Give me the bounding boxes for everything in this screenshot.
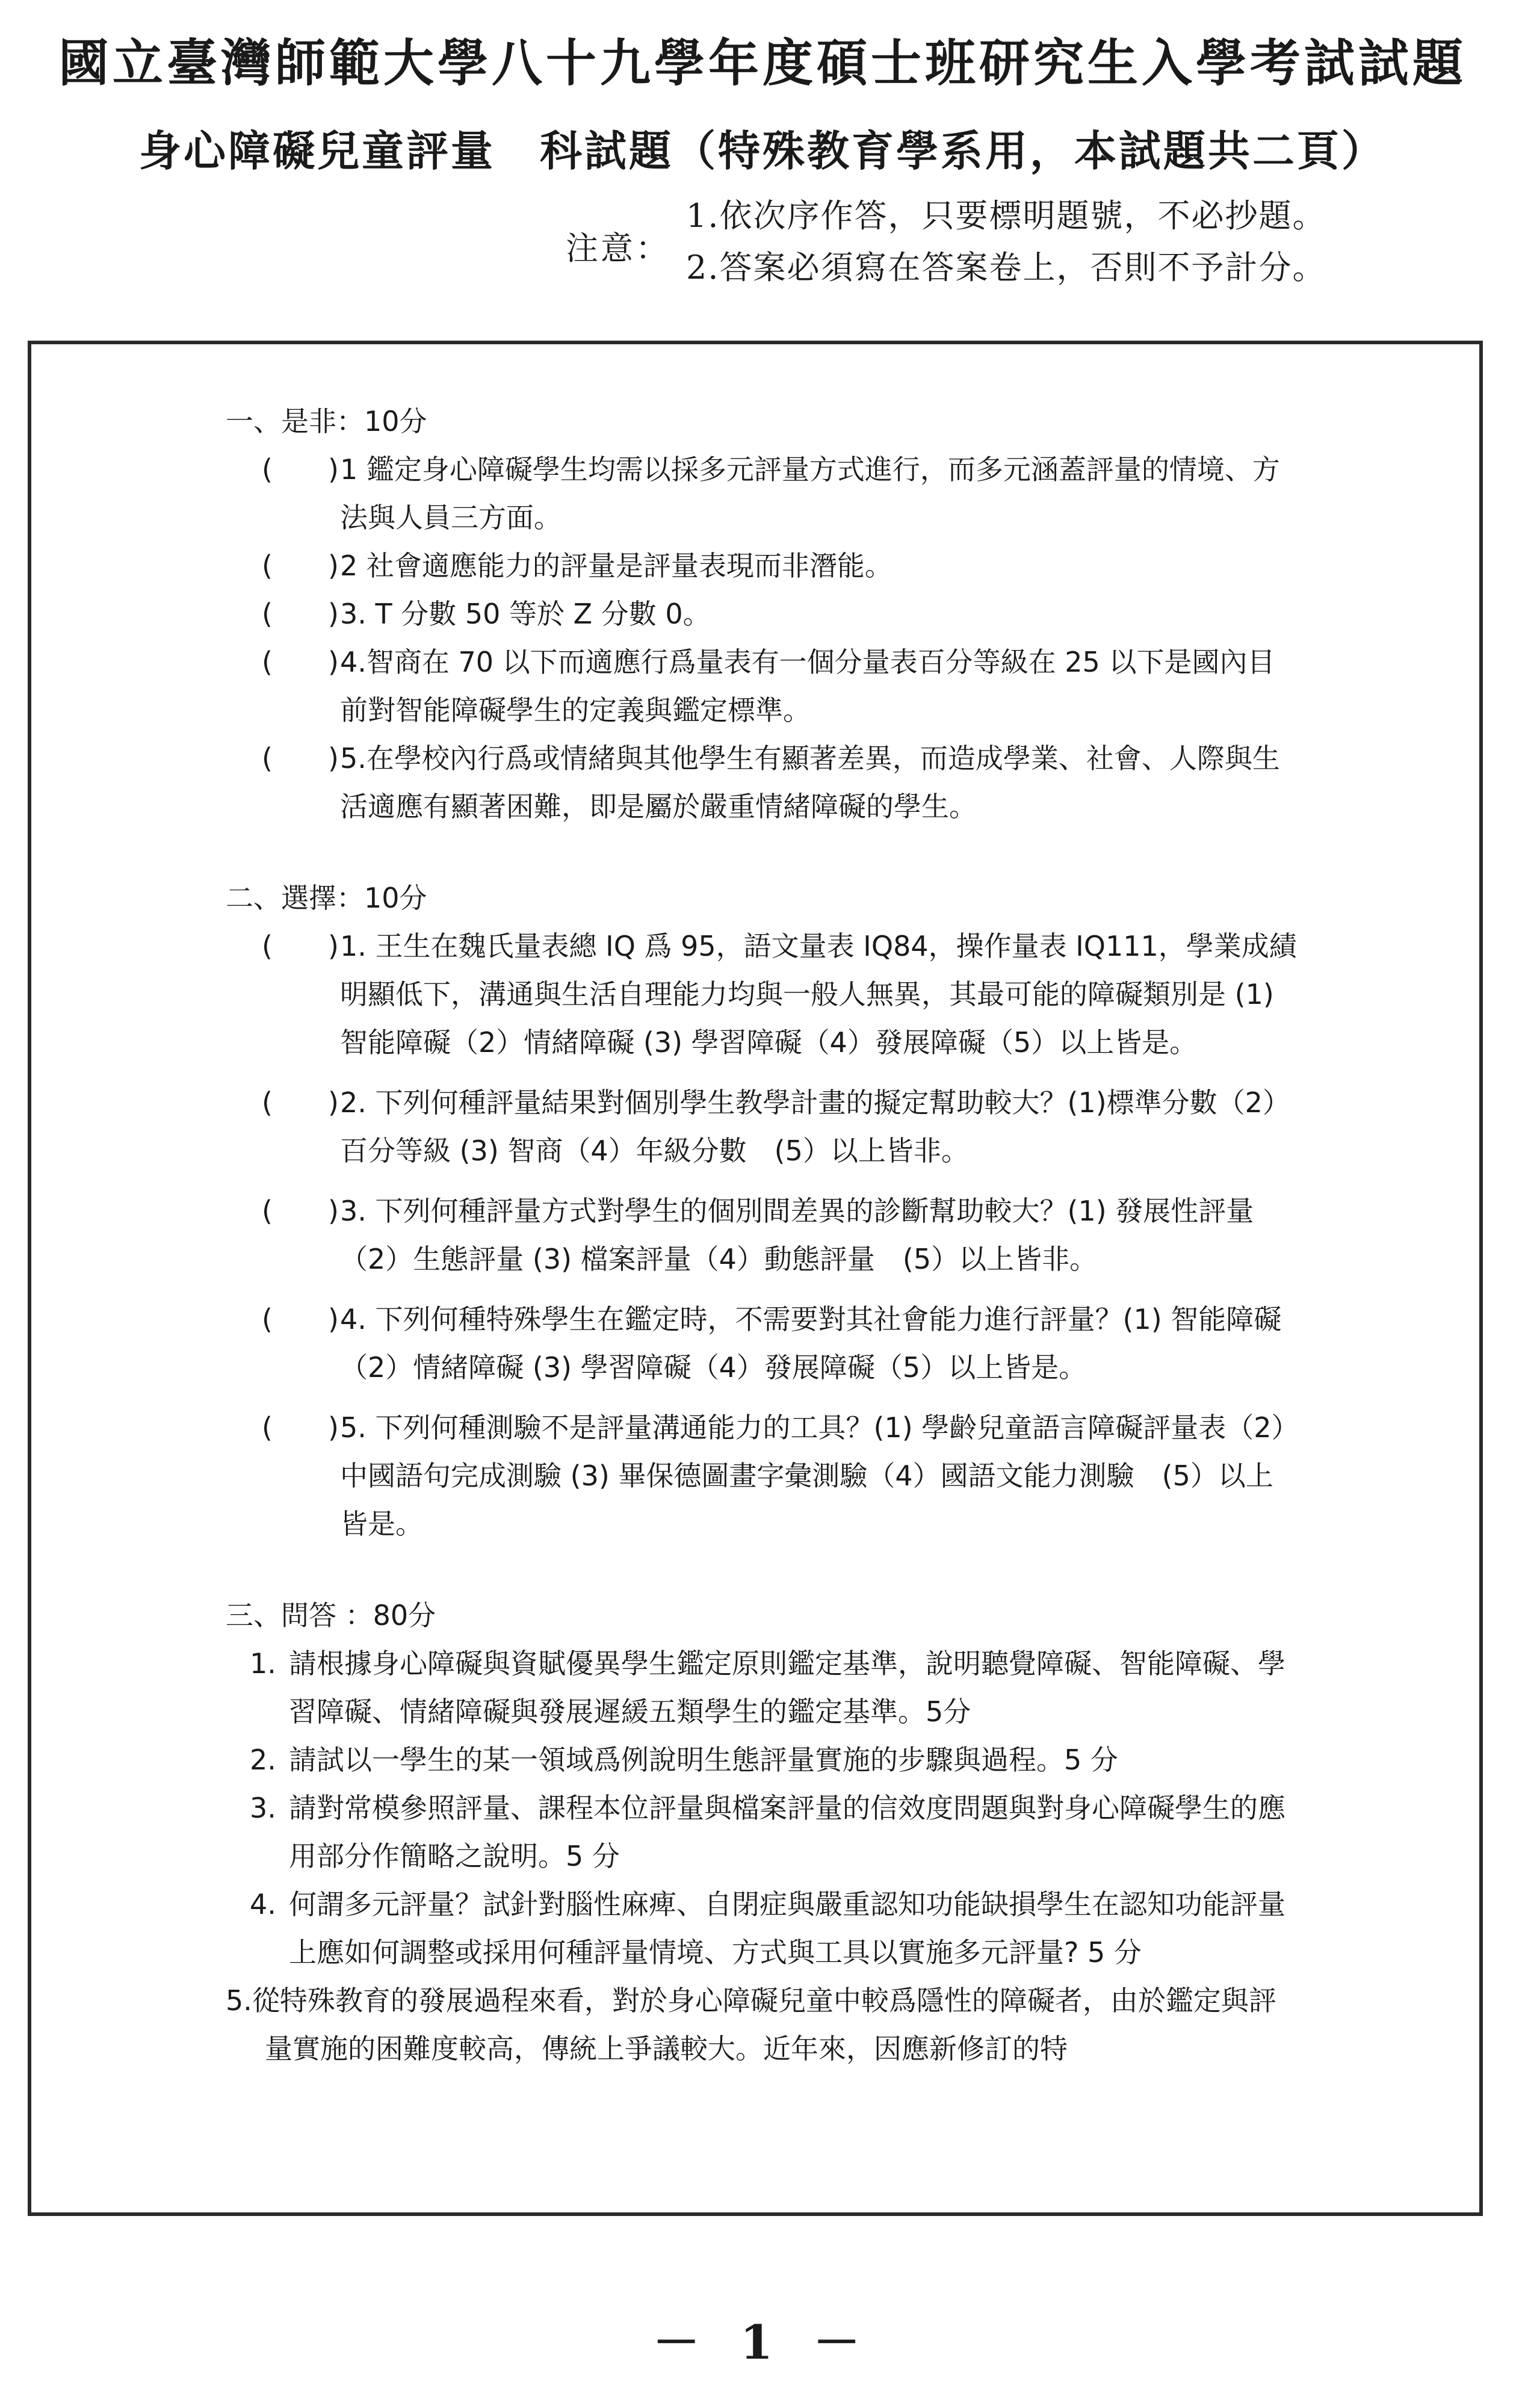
true-false-item	[226, 542, 1297, 590]
answer-blank: ( )	[262, 598, 339, 630]
item-text: 3. T 分數 50 等於 Z 分數 0。	[340, 598, 711, 630]
question-text: 請試以一學生的某一領域爲例說明生態評量實施的步驟與過程。5 分	[289, 1744, 1118, 1776]
exam-title: 國立臺灣師範大學八十九學年度碩士班研究生入學考試試題	[58, 33, 1467, 93]
true-false-item	[226, 638, 1297, 734]
multiple-choice-item	[226, 1187, 1297, 1283]
item-text: 3. 下列何種評量方式對學生的個別間差異的診斷幫助較大？(1) 發展性評量（2）生態評量 (3) 檔案評量（4）動態評量 (5）以上皆非。	[340, 1195, 1254, 1275]
answer-blank: ( )	[262, 1303, 339, 1336]
item-text: 1 鑑定身心障礙學生均需以採多元評量方式進行，而多元涵蓋評量的情境、方法與人員三方面。	[340, 453, 1280, 534]
exam-subtitle: 身心障礙兒童評量 科試題（特殊教育學系用，本試題共二頁）	[139, 126, 1386, 176]
notice-line: 2.答案必須寫在答案卷上，否則不予計分。	[686, 249, 1326, 286]
multiple-choice-item	[226, 1079, 1297, 1175]
page-number: － 1 －	[652, 2315, 873, 2370]
true-false-item	[226, 590, 1297, 638]
answer-blank: ( )	[262, 453, 339, 486]
answer-blank: ( )	[262, 742, 339, 775]
item-text: 2. 下列何種評量結果對個別學生教學計畫的擬定幫助較大？(1)標準分數（2）百分等級 (3) 智商（4）年級分數 (5）以上皆非。	[340, 1086, 1290, 1167]
multiple-choice-item	[226, 1295, 1297, 1391]
essay-question: 5.從特殊教育的發展過程來看，對於身心障礙兒童中較爲隱性的障礙者，由於鑑定與評量實施的困難度較高，傳統上爭議較大。近年來，因應新修訂的特	[226, 1984, 1276, 2065]
multiple-choice-item	[226, 1404, 1297, 1548]
essay-question	[226, 1880, 1297, 1976]
essay-question	[226, 1639, 1297, 1736]
question-number: 3.	[250, 1792, 276, 1824]
item-text: 4.智商在 70 以下而適應行爲量表有一個分量表百分等級在 25 以下是國內目前對智能障礙學生的定義與鑑定標準。	[340, 646, 1275, 726]
notice-list	[686, 190, 1480, 294]
true-false-item	[226, 734, 1297, 831]
true-false-item	[226, 445, 1297, 542]
multiple-choice-item	[226, 922, 1297, 1066]
question-number: 2.	[250, 1744, 276, 1776]
notice-label: 注意：	[566, 229, 670, 267]
answer-blank: ( )	[262, 1195, 339, 1227]
question-number: 4.	[250, 1888, 276, 1921]
item-text: 1. 王生在魏氏量表總 IQ 爲 95，語文量表 IQ84，操作量表 IQ111，學業成績明顯低下，溝通與生活自理能力均與一般人無異，其最可能的障礙類別是 (1)智能障礙（2）情緒障礙 (3) 學習障礙（4）發展障礙（5）以上皆是。	[340, 930, 1297, 1059]
item-text: 5.在學校內行爲或情緒與其他學生有顯著差異，而造成學業、社會、人際與生活適應有顯著困難，即是屬於嚴重情緒障礙的學生。	[340, 742, 1280, 823]
essay-question	[226, 1784, 1297, 1880]
question-text: 請根據身心障礙與資賦優異學生鑑定原則鑑定基準，說明聽覺障礙、智能障礙、學習障礙、情緒障礙與發展遲緩五類學生的鑑定基準。5分	[289, 1647, 1285, 1728]
answer-blank: ( )	[262, 646, 339, 678]
answer-blank: ( )	[262, 1411, 339, 1444]
answer-blank: ( )	[262, 549, 339, 582]
item-text: 2 社會適應能力的評量是評量表現而非潛能。	[340, 549, 892, 582]
exam-content	[226, 397, 1297, 2073]
section-heading-multiple-choice: 二、選擇：10分	[226, 882, 427, 914]
section-heading-true-false: 一、是非：10分	[226, 405, 427, 438]
item-text: 5. 下列何種測驗不是評量溝通能力的工具？(1) 學齡兒童語言障礙評量表（2）中國語句完成測驗 (3) 畢保德圖畫字彙測驗（4）國語文能力測驗 (5）以上皆是。	[340, 1411, 1285, 1540]
essay-question	[226, 1736, 1297, 1784]
question-text: 何謂多元評量？試針對腦性麻痺、自閉症與嚴重認知功能缺損學生在認知功能評量上應如何調整或採用何種評量情境、方式與工具以實施多元評量? 5 分	[289, 1888, 1285, 1969]
answer-blank: ( )	[262, 1086, 339, 1119]
question-text: 請對常模參照評量、課程本位評量與檔案評量的信效度問題與對身心障礙學生的應用部分作簡略之說明。5 分	[289, 1792, 1285, 1872]
question-number: 1.	[250, 1647, 276, 1680]
answer-blank: ( )	[262, 930, 339, 962]
notice-line: 1.依次序作答，只要標明題號，不必抄題。	[686, 197, 1326, 235]
section-heading-essay: 三、問答 ：80分	[226, 1599, 436, 1632]
item-text: 4. 下列何種特殊學生在鑑定時，不需要對其社會能力進行評量？(1) 智能障礙（2）情緒障礙 (3) 學習障礙（4）發展障礙（5）以上皆是。	[340, 1303, 1282, 1384]
